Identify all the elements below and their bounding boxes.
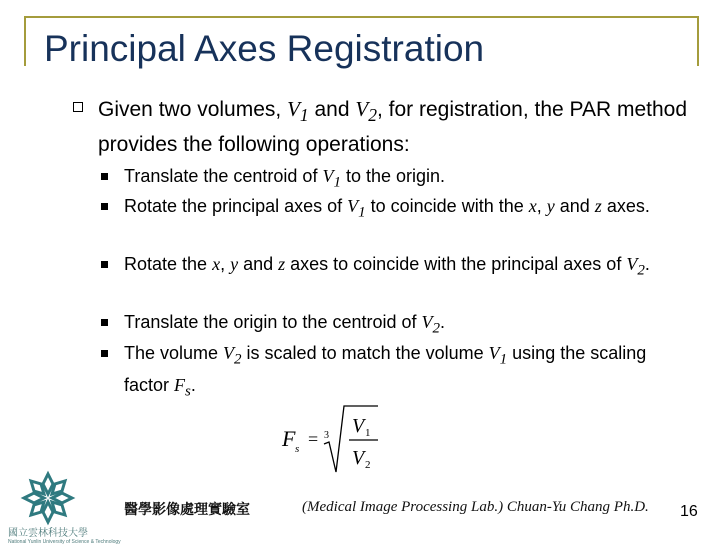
step-text: using the scaling factor: [124, 343, 647, 395]
step-text: Rotate the principal axes of: [124, 196, 348, 216]
formula-root-index: 3: [324, 430, 329, 441]
frame-right-line: [697, 16, 699, 66]
step-text: is scaled to match the volume: [241, 343, 489, 363]
formula-num: V: [352, 415, 365, 437]
formula-den-sub: 2: [365, 459, 371, 471]
logo-caption-english: National Yunlin University of Science & Technology: [8, 539, 121, 545]
math-x: x: [528, 196, 537, 216]
frame-left-line: [24, 16, 26, 66]
math-sub: 1: [333, 174, 341, 191]
step-text: and: [238, 254, 279, 274]
math-v1-sub: 1: [299, 105, 309, 126]
math-var: V: [223, 343, 235, 363]
logo-caption: [8, 524, 121, 545]
step-1: [124, 164, 684, 196]
frame-top-line: [24, 16, 698, 18]
math-var: V: [347, 196, 359, 216]
step-4: [124, 310, 684, 342]
step-3: [124, 252, 684, 284]
math-var: V: [421, 312, 433, 332]
step-text: to the origin.: [340, 166, 446, 186]
math-var: V: [488, 343, 500, 363]
step-text: axes to coincide with the principal axes of: [285, 254, 627, 274]
math-z: z: [594, 196, 602, 216]
step-text: ,: [220, 254, 231, 274]
math-y: y: [546, 196, 555, 216]
step-2: [124, 194, 684, 226]
square-bullet-icon: [101, 173, 108, 180]
square-bullet-icon: [101, 203, 108, 210]
math-v2: V: [355, 97, 369, 121]
formula-num-sub: 1: [365, 427, 371, 439]
math-sub: 2: [637, 262, 645, 279]
math-sub: 1: [499, 351, 508, 368]
step-5: [124, 341, 684, 404]
step-text: axes.: [601, 196, 650, 216]
step-text: and: [554, 196, 595, 216]
page-number: 16: [680, 503, 698, 520]
math-sub: 2: [234, 351, 242, 368]
math-var: V: [626, 254, 638, 274]
square-bullet-icon: [101, 319, 108, 326]
math-z: z: [278, 254, 286, 274]
math-sub: 1: [358, 204, 366, 221]
intro-paragraph: [98, 94, 688, 160]
step-text: .: [644, 254, 650, 274]
math-v2-sub: 2: [368, 105, 377, 126]
step-text: .: [440, 312, 446, 332]
university-logo-icon: [20, 470, 76, 526]
math-sub: 2: [432, 320, 441, 337]
math-y: y: [230, 254, 239, 274]
math-sub: s: [185, 383, 191, 400]
step-text: Translate the origin to the centroid of: [124, 312, 422, 332]
square-bullet-icon: [101, 350, 108, 357]
formula-equals: =: [308, 429, 319, 449]
math-x: x: [212, 254, 221, 274]
formula-lhs-sub: s: [295, 443, 300, 455]
footer-credit: (Medical Image Processing Lab.) Chuan-Yu Chang Ph.D.: [302, 499, 649, 515]
step-text: Translate the centroid of: [124, 166, 323, 186]
step-text: Rotate the: [124, 254, 213, 274]
hollow-square-bullet-icon: [73, 102, 83, 112]
square-bullet-icon: [101, 261, 108, 268]
step-text: The volume: [124, 343, 224, 363]
footer-lab-name: 醫學影像處理實驗室: [124, 501, 250, 517]
logo-caption-chinese: 國立雲林科技大學: [8, 528, 88, 539]
math-v1: V: [287, 97, 300, 121]
scaling-factor-formula: [280, 400, 380, 480]
step-text: ,: [536, 196, 547, 216]
intro-text: Given two volumes,: [98, 98, 288, 121]
intro-text: and: [308, 98, 356, 121]
step-text: .: [190, 374, 196, 395]
slide-title: Principal Axes Registration: [44, 28, 485, 69]
formula-lhs: F: [282, 426, 296, 451]
intro-text: , for registration, the PAR method provides the following operations:: [98, 98, 688, 157]
math-var: V: [322, 166, 334, 186]
step-text: to coincide with the: [365, 196, 529, 216]
formula-den: V: [352, 447, 365, 469]
math-f: F: [174, 374, 186, 395]
